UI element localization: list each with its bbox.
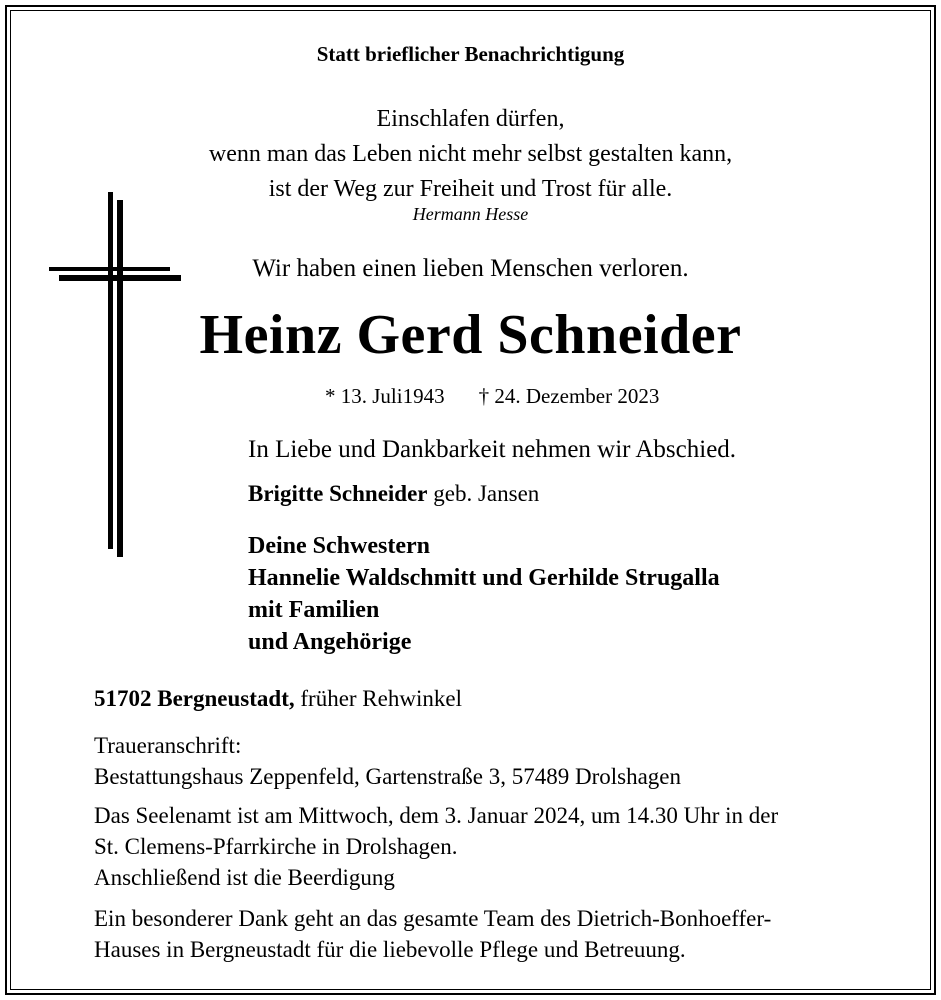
poem-line: wenn man das Leben nicht mehr selbst gestalten kann, <box>208 141 733 167</box>
poem-line: ist der Weg zur Freiheit und Trost für alle. <box>268 176 673 202</box>
deceased-name: Heinz Gerd Schneider <box>199 304 742 366</box>
address-line: Bestattungshaus Zeppenfeld, Gartenstraße 3, 57489 Drolshagen <box>94 764 681 789</box>
service-line: St. Clemens-Pfarrkirche in Drolshagen. <box>94 834 458 859</box>
notice-heading: Statt brieflicher Benachrichtigung <box>316 42 625 66</box>
birth-date: * 13. Juli1943 <box>325 384 445 408</box>
poem-author: Hermann Hesse <box>412 204 529 224</box>
thanks-line: Hauses in Bergneustadt für die liebevolle Pflege und Betreuung. <box>94 937 686 962</box>
family-line: Deine Schwestern <box>248 533 430 559</box>
farewell-line: In Liebe und Dankbarkeit nehmen wir Abschied. <box>248 436 737 463</box>
poem <box>0 102 941 207</box>
spouse-line <box>248 481 539 507</box>
mourning-address <box>94 730 681 792</box>
thanks-note <box>94 903 771 965</box>
service-line: Anschließend ist die Beerdigung <box>94 865 395 890</box>
location-line <box>94 686 462 712</box>
family-list <box>248 530 720 658</box>
service-line: Das Seelenamt ist am Mittwoch, dem 3. Januar 2024, um 14.30 Uhr in der <box>94 803 779 828</box>
location-former: früher Rehwinkel <box>294 686 462 711</box>
cross-vertical-bar <box>108 192 113 549</box>
death-date: † 24. Dezember 2023 <box>478 384 660 408</box>
address-label: Traueranschrift: <box>94 733 242 758</box>
announcement-intro: Wir haben einen lieben Menschen verloren. <box>252 255 689 282</box>
family-line: und Angehörige <box>248 629 412 655</box>
spouse-maiden-name: geb. Jansen <box>427 481 540 506</box>
location-city: 51702 Bergneustadt, <box>94 686 295 711</box>
cross-vertical-shadow <box>117 200 123 557</box>
family-line: mit Familien <box>248 597 380 623</box>
poem-line: Einschlafen dürfen, <box>376 106 565 132</box>
spouse-name: Brigitte Schneider <box>248 481 428 506</box>
thanks-line: Ein besonderer Dank geht an das gesamte Team des Dietrich-Bonhoeffer- <box>94 906 772 931</box>
life-dates <box>325 384 659 409</box>
family-line: Hannelie Waldschmitt und Gerhilde Strugalla <box>248 565 720 591</box>
service-info <box>94 800 778 893</box>
